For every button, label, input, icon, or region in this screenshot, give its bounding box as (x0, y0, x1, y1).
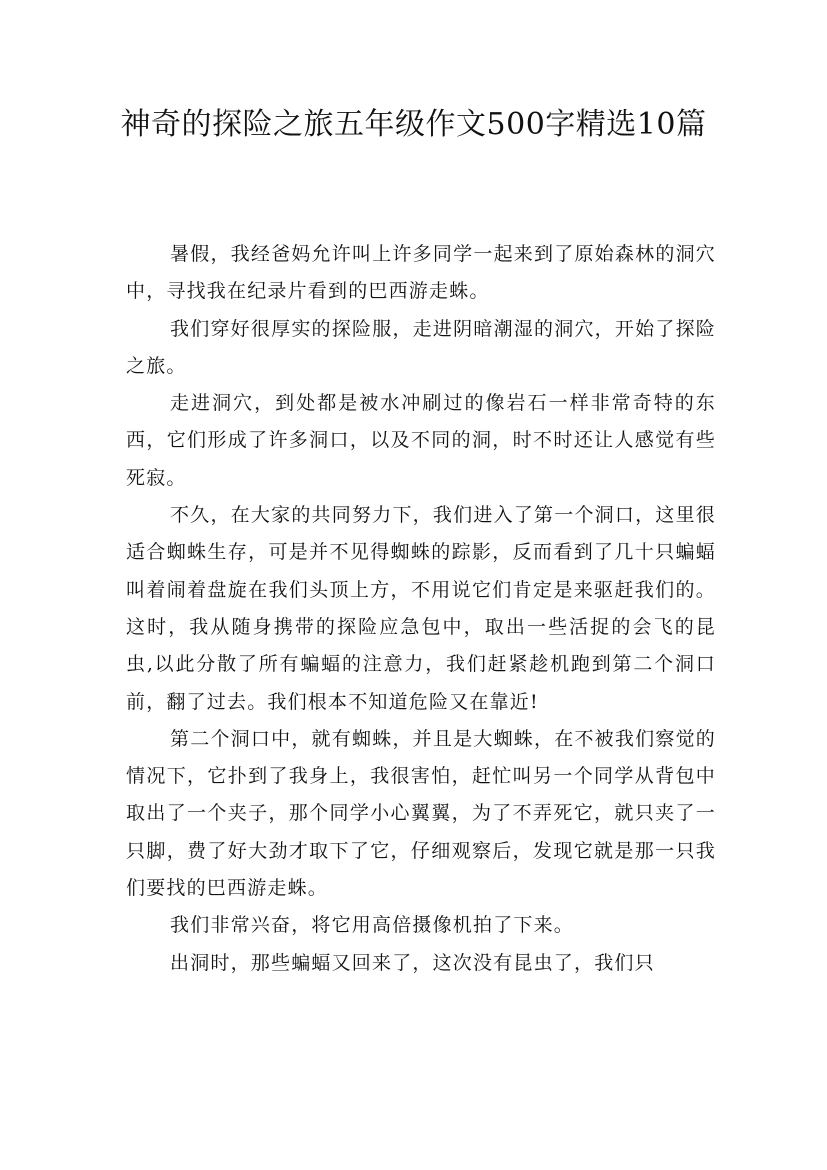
paragraph: 走进洞穴，到处都是被水冲刷过的像岩石一样非常奇特的东西，它们形成了许多洞口，以及不同的洞，时不时还让人感觉有些死寂。 (126, 392, 716, 489)
document-title: 神奇的探险之旅五年级作文500字精选10篇 (120, 107, 707, 142)
paragraph: 第二个洞口中，就有蜘蛛，并且是大蜘蛛，在不被我们察觉的情况下，它扑到了我身上，我很害怕，赶忙叫另一个同学从背包中取出了一个夹子，那个同学小心翼翼，为了不弄死它，就只夹了一只脚，费了好大劲才取下了它，仔细观察后，发现它就是那一只我们要找的巴西游走蛛。 (126, 727, 716, 900)
paragraph: 暑假，我经爸妈允许叫上许多同学一起来到了原始森林的洞穴中，寻找我在纪录片看到的巴西游走蛛。 (126, 243, 716, 303)
document-body (126, 236, 716, 982)
paragraph: 我们非常兴奋，将它用高倍摄像机拍了下来。 (170, 914, 575, 937)
paragraph: 出洞时，那些蝙蝠又回来了，这次没有昆虫了，我们只 (170, 951, 655, 974)
paragraph: 我们穿好很厚实的探险服，走进阴暗潮湿的洞穴，开始了探险之旅。 (126, 317, 716, 377)
paragraph: 不久，在大家的共同努力下，我们进入了第一个洞口，这里很适合蜘蛛生存，可是并不见得蜘蛛的踪影，反而看到了几十只蝙蝠叫着闹着盘旋在我们头顶上方，不用说它们肯定是来驱赶我们的。这时，我从随身携带的探险应急包中，取出一些活捉的会飞的昆虫,以此分散了所有蝙蝠的注意力，我们赶紧趁机跑到第二个洞口前，翻了过去。我们根本不知道危险又在靠近! (126, 504, 716, 713)
